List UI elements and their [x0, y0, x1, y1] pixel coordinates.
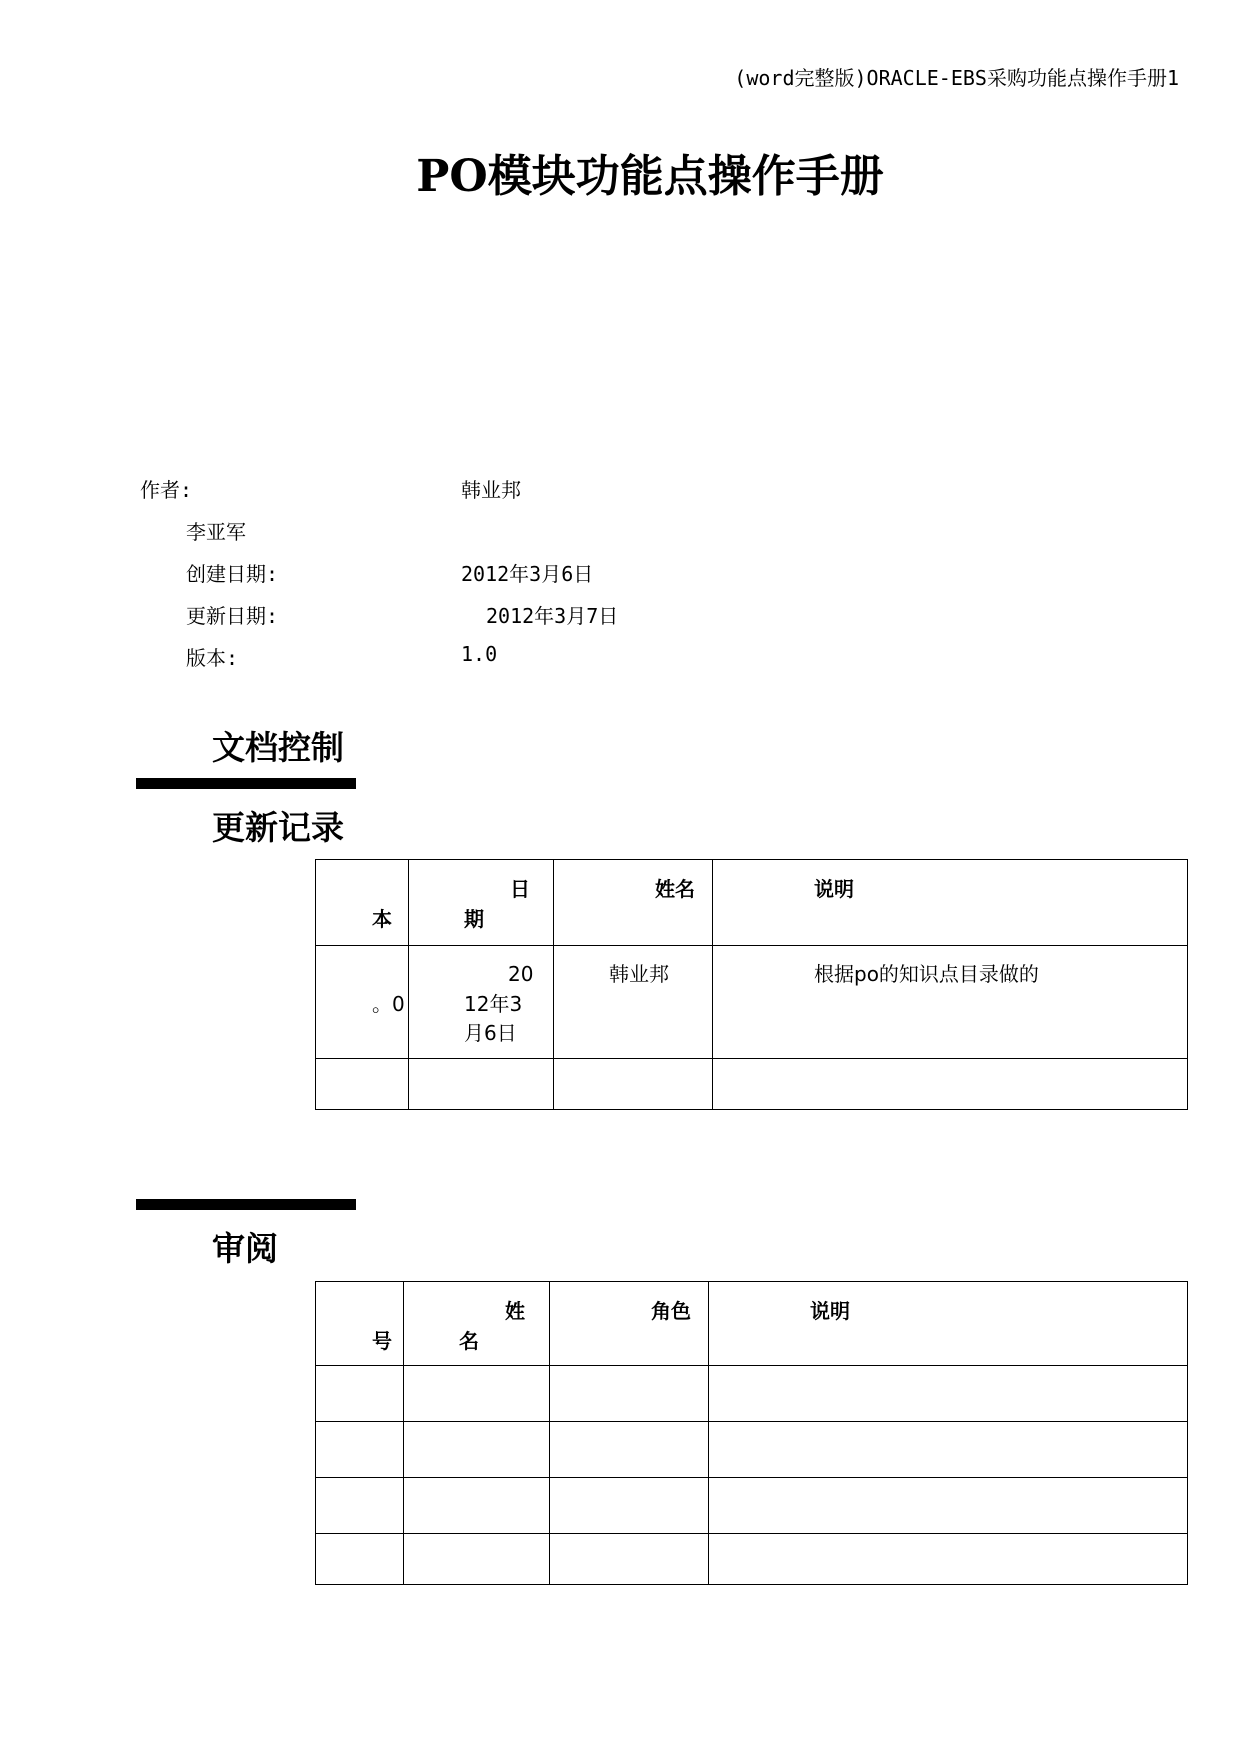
cell-version: 。0: [316, 946, 409, 1059]
created-date-value: 2012年3月6日: [461, 562, 594, 586]
version-label: 版本:: [186, 646, 239, 670]
cell-date: 20 12年3 月6日: [409, 946, 554, 1059]
table-row: [316, 1422, 1188, 1478]
section-divider: [136, 778, 356, 789]
header-date: 日 期: [409, 860, 554, 946]
header-desc: 说明: [713, 860, 1188, 946]
table-row: [316, 1059, 1188, 1110]
update-record-table: [315, 859, 1188, 1110]
update-record-heading: 更新记录: [212, 808, 344, 847]
updated-date-label: 更新日期:: [186, 604, 279, 628]
author-label: 作者:: [140, 478, 193, 502]
version-value: 1.0: [461, 642, 498, 666]
header-no: 号: [316, 1282, 404, 1366]
created-date-label: 创建日期:: [186, 562, 279, 586]
table-row: [316, 946, 1188, 1059]
table-row: [316, 1366, 1188, 1422]
table-header-row: [316, 860, 1188, 946]
section-divider: [136, 1199, 356, 1210]
coauthor-value: 李亚军: [186, 520, 246, 544]
header-desc: 说明: [709, 1282, 1188, 1366]
author-value: 韩业邦: [461, 478, 521, 502]
cell-name: 韩业邦: [554, 946, 713, 1059]
document-title: PO模块功能点操作手册: [416, 151, 884, 202]
header-name: 姓名: [554, 860, 713, 946]
header-version: 本: [316, 860, 409, 946]
header-name: 姓 名: [404, 1282, 550, 1366]
review-table: [315, 1281, 1188, 1585]
table-row: [316, 1478, 1188, 1534]
review-heading: 审阅: [212, 1229, 278, 1268]
table-row: [316, 1534, 1188, 1585]
doc-control-heading: 文档控制: [212, 728, 344, 767]
running-header: (word完整版)ORACLE-EBS采购功能点操作手册1: [734, 66, 1179, 90]
header-role: 角色: [550, 1282, 709, 1366]
table-header-row: [316, 1282, 1188, 1366]
cell-desc: 根据po的知识点目录做的: [713, 946, 1188, 1059]
updated-date-value: 2012年3月7日: [486, 604, 619, 628]
